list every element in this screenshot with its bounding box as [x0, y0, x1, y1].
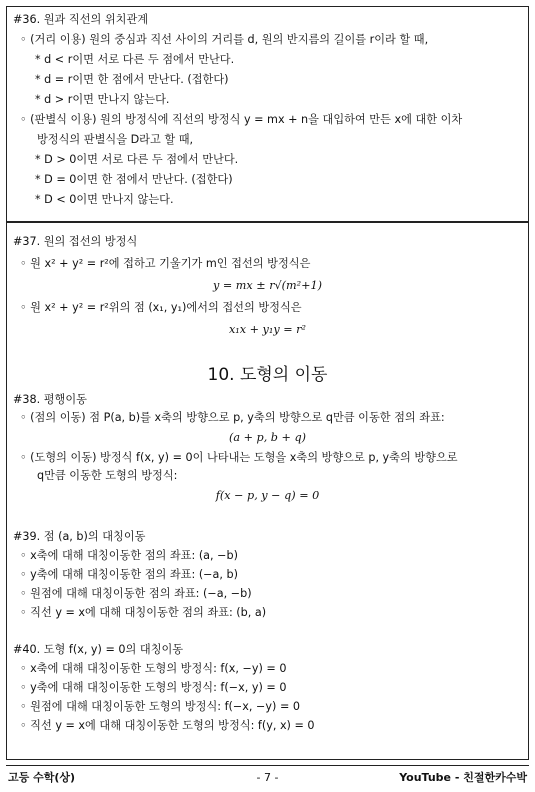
text-36-case2: * d = r이면 한 점에서 만난다. (접한다) — [35, 73, 229, 86]
text-40-x-axis: ◦ x축에 대해 대칭이동한 도형의 방정식: f(x, −y) = 0 — [20, 662, 287, 675]
formula-37-tangent-slope: y = mx ± r√(m²+1) — [212, 279, 322, 292]
text-36-d-case2: * D = 0이면 한 점에서 만난다. (접한다) — [35, 173, 233, 186]
text-40-origin: ◦ 원점에 대해 대칭이동한 도형의 방정식: f(−x, −y) = 0 — [20, 700, 300, 713]
formula-38-point: (a + p, b + q) — [229, 431, 306, 444]
text-39-origin: ◦ 원점에 대해 대칭이동한 점의 좌표: (−a, −b) — [20, 587, 252, 600]
text-38-point-move: ◦ (점의 이동) 점 P(a, b)를 x축의 방향으로 p, y축의 방향으로 q만큼 이동한 점의 좌표: — [20, 411, 445, 424]
heading-40: #40. 도형 f(x, y) = 0의 대칭이동 — [13, 643, 184, 656]
heading-37: #37. 원의 접선의 방정식 — [13, 235, 138, 248]
text-39-y-axis: ◦ y축에 대해 대칭이동한 점의 좌표: (−a, b) — [20, 568, 238, 581]
heading-38: #38. 평행이동 — [13, 393, 87, 406]
footer-rule — [6, 765, 529, 766]
text-36-distance: ◦ (거리 이용) 원의 중심과 직선 사이의 거리를 d, 원의 반지름의 길이를 r이라 할 때, — [20, 33, 429, 46]
section-title: 10. 도형의 이동 — [207, 365, 328, 385]
text-38-shape-move: ◦ (도형의 이동) 방정식 f(x, y) = 0이 나타내는 도형을 x축의 방향으로 p, y축의 방향으로 — [20, 451, 458, 464]
text-36-d-case1: * D > 0이면 서로 다른 두 점에서 만난다. — [35, 153, 239, 166]
text-36-discriminant: ◦ (판별식 이용) 원의 방정식에 직선의 방정식 y = mx + n을 대입하여 만든 x에 대한 이차 — [20, 113, 463, 126]
footer-channel: YouTube - 친절한카수박 — [399, 771, 527, 784]
text-36-d-case3: * D < 0이면 만나지 않는다. — [35, 193, 174, 206]
formula-37-tangent-point: x₁x + y₁y = r² — [228, 323, 307, 336]
text-39-x-axis: ◦ x축에 대해 대칭이동한 점의 좌표: (a, −b) — [20, 549, 238, 562]
text-39-line-yx: ◦ 직선 y = x에 대해 대칭이동한 점의 좌표: (b, a) — [20, 606, 267, 619]
text-38-shape-move-cont: q만큼 이동한 도형의 방정식: — [37, 469, 178, 482]
text-40-y-axis: ◦ y축에 대해 대칭이동한 도형의 방정식: f(−x, y) = 0 — [20, 681, 287, 694]
heading-39: #39. 점 (a, b)의 대칭이동 — [13, 530, 146, 543]
text-37-slope: ◦ 원 x² + y² = r²에 접하고 기울기가 m인 접선의 방정식은 — [20, 257, 311, 270]
heading-36: #36. 원과 직선의 위치관계 — [13, 13, 149, 26]
text-40-line-yx: ◦ 직선 y = x에 대해 대칭이동한 도형의 방정식: f(y, x) = 0 — [20, 719, 315, 732]
text-37-point: ◦ 원 x² + y² = r²위의 점 (x₁, y₁)에서의 접선의 방정식은 — [20, 301, 302, 314]
text-36-case3: * d > r이면 만나지 않는다. — [35, 93, 170, 106]
footer-page-number: - 7 - — [256, 771, 279, 784]
section-box-36 — [6, 6, 529, 222]
text-36-discriminant-cont: 방정식의 판별식을 D라고 할 때, — [37, 133, 194, 146]
section-box-37-40 — [6, 222, 529, 760]
footer-course-title: 고등 수학(상) — [8, 771, 76, 784]
formula-38-shape: f(x − p, y − q) = 0 — [215, 489, 320, 502]
text-36-case1: * d < r이면 서로 다른 두 점에서 만난다. — [35, 53, 235, 66]
